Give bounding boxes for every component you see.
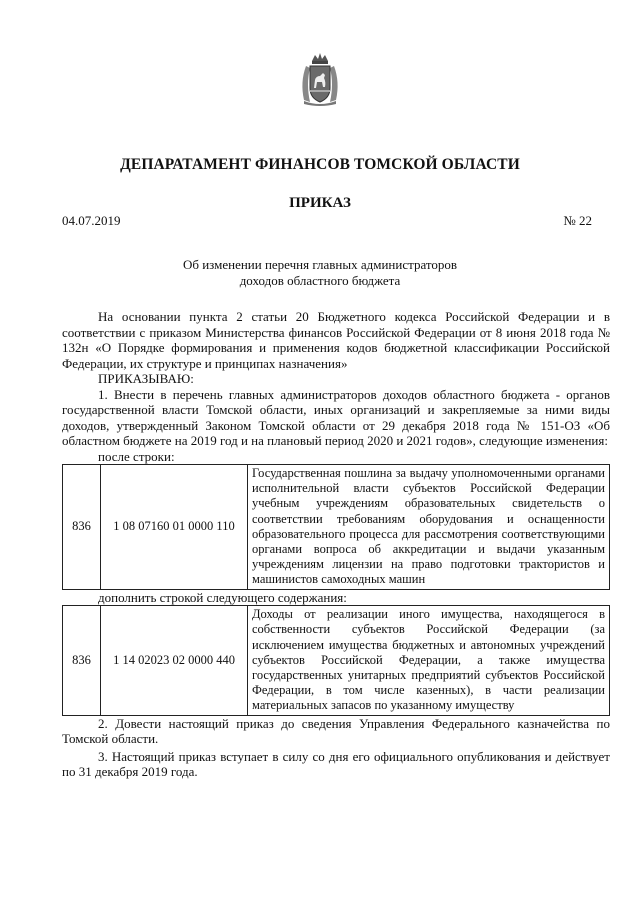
- admin-code-cell: 836: [63, 606, 101, 715]
- order-subject: [0, 257, 640, 289]
- table-row: [63, 606, 610, 715]
- tomsk-oblast-coat-of-arms-icon: [298, 52, 342, 106]
- existing-row-table: [62, 464, 610, 590]
- supplement-label: дополнить строкой следующего содержания:: [98, 589, 347, 605]
- subject-line-2: доходов областного бюджета: [239, 273, 401, 288]
- kbk-code-cell: 1 14 02023 02 0000 440: [101, 606, 248, 715]
- income-description-text: Государственная пошлина за выдачу уполномоченными органами исполнительной власти субъектов Российской Федерации учебным учреждениям образовательных свидетельств о соответствии требованиям оборудования и оснащенности образовательного процесса для рассмотрения соответствующими органами вопроса об аккредитации и выдачи указанным учреждениям лицензии на право подготовки трактористов и: [252, 466, 605, 572]
- order-word: ПРИКАЗЫВАЮ:: [98, 371, 194, 386]
- department-title: ДЕПАРАТАМЕНТ ФИНАНСОВ ТОМСКОЙ ОБЛАСТИ: [120, 156, 520, 173]
- table-row: [63, 465, 610, 590]
- income-description-cell: Доходы от реализации иного имущества, находящегося в собственности субъектов Российской Федерации (за исключением имущества бюджетных и автономных учреждений субъектов Российской Федерации, а также имущества государственных унитарных предприятий субъектов Российской Федерации, в том числе казенных), в части реализации материальных запасов по указанному имуществу: [248, 606, 610, 715]
- item-2-paragraph: 2. Довести настоящий приказ до сведения Управления Федерального казначейства по Томской области.: [62, 715, 610, 747]
- order-number: № 22: [563, 213, 592, 228]
- order-date: 04.07.2019: [62, 213, 121, 228]
- new-row-table: [62, 605, 610, 715]
- item-3-paragraph: 3. Настоящий приказ вступает в силу со дня его официального опубликования и действует по 31 декабря 2019 года.: [62, 748, 610, 780]
- item-1-paragraph: 1. Внести в перечень главных администраторов доходов областного бюджета - органов государственной власти Томской области, иных организаций и закрепляемые за ними виды доходов, утвержденный Законом Томской области от 29 декабря 2018 года № 151-ОЗ «Об областном бюджете на 2019 год и на плановый период 2020 и 2021 годов», следующие изменения:: [62, 386, 610, 448]
- after-line-label: после строки:: [98, 448, 175, 464]
- income-description-cell: [248, 465, 610, 590]
- order-body: [62, 309, 610, 780]
- income-description-end: машинистов самоходных машин: [252, 572, 426, 587]
- kbk-code-cell: 1 08 07160 01 0000 110: [101, 465, 248, 590]
- document-type-title: ПРИКАЗ: [289, 195, 351, 211]
- preamble-paragraph: На основании пункта 2 статьи 20 Бюджетного кодекса Российской Федерации и в соответствии с приказом Министерства финансов Российской Федерации от 8 июня 2018 года № 132н «О Порядке формирования и применения кодов бюджетной классификации Российской Федерации, их структуре и принципах назначения»: [62, 309, 610, 371]
- subject-line-1: Об изменении перечня главных администраторов: [182, 257, 458, 272]
- admin-code-cell: 836: [63, 465, 101, 590]
